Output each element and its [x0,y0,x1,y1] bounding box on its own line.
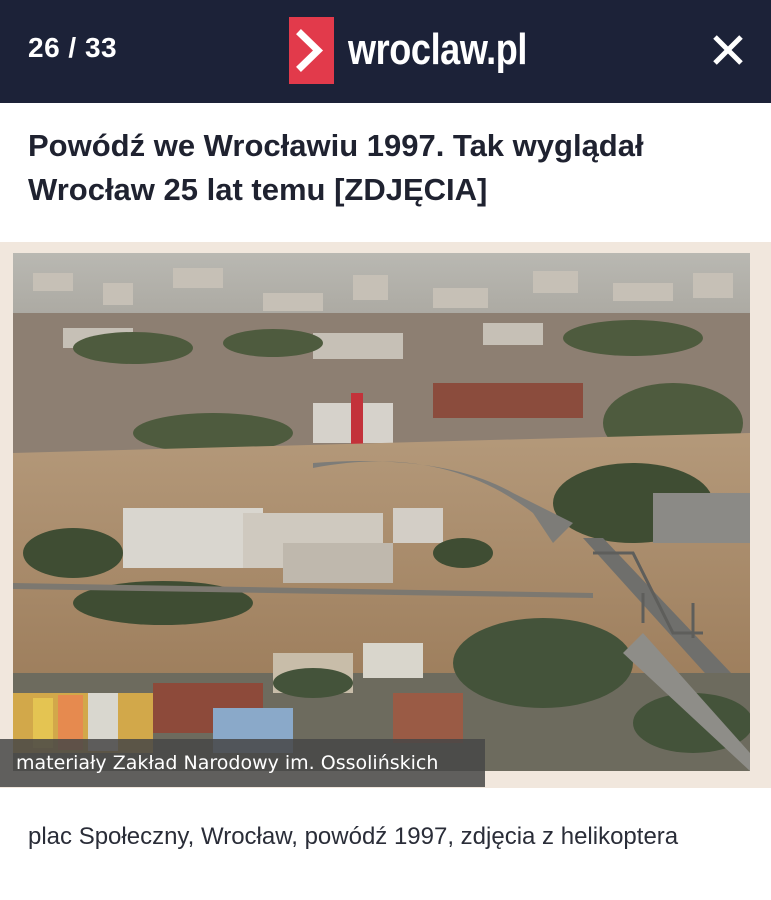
flood-aerial-photo[interactable] [13,253,750,771]
chevron-right-icon [289,17,334,84]
photo-credit: materiały Zakład Narodowy im. Ossolińskich [0,739,485,787]
logo-text: wroclaw.pl [348,25,528,74]
top-bar [0,0,771,103]
photo-caption: plac Społeczny, Wrocław, powódź 1997, zdjęcia z helikoptera [28,823,679,850]
article-title: Powódź we Wrocławiu 1997. Tak wyglądał Wrocław 25 lat temu [ZDJĘCIA] [28,128,644,207]
site-logo[interactable] [289,16,566,84]
close-icon [712,34,744,66]
photo-container[interactable] [0,242,771,788]
gallery-counter: 26 / 33 [28,32,118,63]
close-button[interactable] [706,28,750,72]
